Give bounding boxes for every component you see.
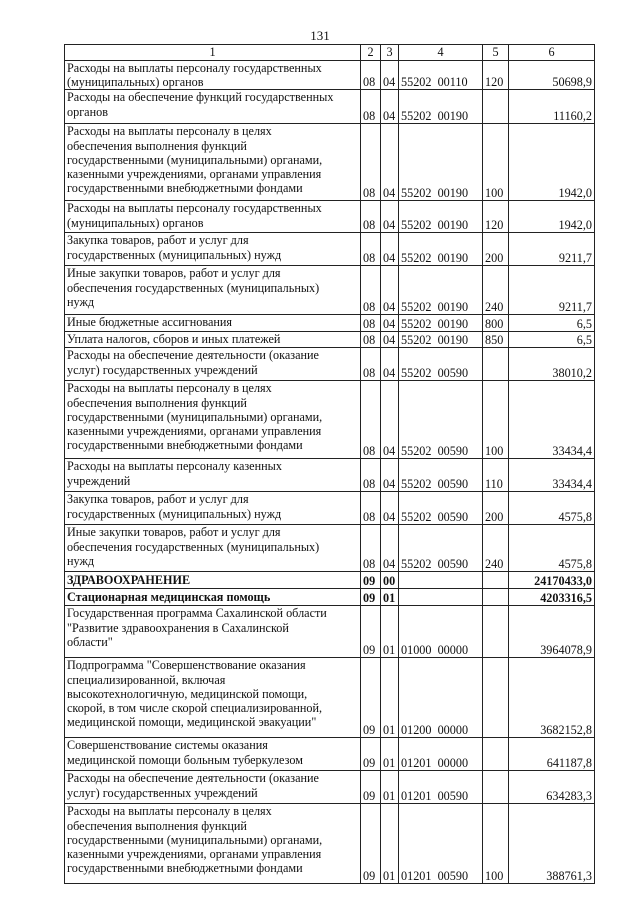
target-article-cell: 55202 00190	[399, 266, 483, 315]
target-article-cell: 55202 00190	[399, 315, 483, 332]
expense-type-cell	[483, 606, 509, 658]
target-article-cell: 01000 00000	[399, 606, 483, 658]
subsection-code-cell: 04	[381, 348, 399, 381]
section-code-cell: 08	[361, 348, 381, 381]
expense-type-cell: 240	[483, 525, 509, 572]
table-row	[65, 589, 595, 606]
expense-type-cell: 100	[483, 381, 509, 459]
section-code-cell: 09	[361, 572, 381, 589]
expense-type-cell: 200	[483, 492, 509, 525]
subsection-code-cell: 04	[381, 381, 399, 459]
column-header: 4	[399, 45, 483, 61]
table-row	[65, 233, 595, 266]
amount-cell: 9211,7	[509, 266, 595, 315]
table-row	[65, 348, 595, 381]
section-code-cell: 09	[361, 589, 381, 606]
amount-cell: 6,5	[509, 315, 595, 332]
section-code-cell: 09	[361, 804, 381, 884]
table-row	[65, 606, 595, 658]
amount-cell: 634283,3	[509, 771, 595, 804]
row-name-cell: Иные закупки товаров, работ и услуг для обеспечения государственных (муниципальных) нужд	[65, 266, 361, 315]
target-article-cell: 55202 00190	[399, 90, 483, 124]
target-article-cell: 55202 00590	[399, 348, 483, 381]
table-row	[65, 90, 595, 124]
section-code-cell: 08	[361, 459, 381, 492]
row-name-cell: Расходы на выплаты персоналу в целях обеспечения выполнения функций государственными (муниципальными) органами, казенными учреждениями, органами управления государственными внебюджетными фондами	[65, 381, 361, 459]
section-code-cell: 09	[361, 606, 381, 658]
subsection-code-cell: 04	[381, 201, 399, 233]
subsection-code-cell: 04	[381, 90, 399, 124]
section-code-cell: 08	[361, 492, 381, 525]
section-code-cell: 08	[361, 266, 381, 315]
amount-cell: 3964078,9	[509, 606, 595, 658]
section-code-cell: 08	[361, 90, 381, 124]
amount-cell: 4575,8	[509, 492, 595, 525]
amount-cell: 6,5	[509, 332, 595, 348]
target-article-cell: 55202 00590	[399, 525, 483, 572]
amount-cell: 1942,0	[509, 201, 595, 233]
target-article-cell	[399, 572, 483, 589]
row-name-cell: Стационарная медицинская помощь	[65, 589, 361, 606]
subsection-code-cell: 04	[381, 124, 399, 201]
row-name-cell: Расходы на обеспечение деятельности (оказание услуг) государственных учреждений	[65, 771, 361, 804]
subsection-code-cell: 04	[381, 525, 399, 572]
subsection-code-cell: 04	[381, 266, 399, 315]
section-code-cell: 09	[361, 738, 381, 771]
row-name-cell: Расходы на обеспечение функций государственных органов	[65, 90, 361, 124]
amount-cell: 9211,7	[509, 233, 595, 266]
table-row	[65, 738, 595, 771]
expense-type-cell	[483, 90, 509, 124]
amount-cell: 641187,8	[509, 738, 595, 771]
table-row	[65, 332, 595, 348]
subsection-code-cell: 00	[381, 572, 399, 589]
table-body	[65, 61, 595, 884]
column-header: 5	[483, 45, 509, 61]
column-header: 1	[65, 45, 361, 61]
subsection-code-cell: 04	[381, 233, 399, 266]
table-row	[65, 804, 595, 884]
table-row	[65, 315, 595, 332]
column-header: 2	[361, 45, 381, 61]
section-code-cell: 09	[361, 658, 381, 738]
subsection-code-cell: 04	[381, 492, 399, 525]
table-row	[65, 572, 595, 589]
expense-type-cell	[483, 572, 509, 589]
amount-cell: 50698,9	[509, 61, 595, 90]
row-name-cell: Закупка товаров, работ и услуг для государственных (муниципальных) нужд	[65, 233, 361, 266]
table-row	[65, 381, 595, 459]
target-article-cell: 01200 00000	[399, 658, 483, 738]
amount-cell: 24170433,0	[509, 572, 595, 589]
target-article-cell: 55202 00110	[399, 61, 483, 90]
subsection-code-cell: 01	[381, 804, 399, 884]
expense-type-cell: 200	[483, 233, 509, 266]
expense-type-cell: 100	[483, 804, 509, 884]
target-article-cell: 55202 00590	[399, 492, 483, 525]
subsection-code-cell: 01	[381, 738, 399, 771]
amount-cell: 4575,8	[509, 525, 595, 572]
subsection-code-cell: 01	[381, 606, 399, 658]
section-code-cell: 08	[361, 332, 381, 348]
row-name-cell: Уплата налогов, сборов и иных платежей	[65, 332, 361, 348]
expense-type-cell	[483, 658, 509, 738]
expense-type-cell: 110	[483, 459, 509, 492]
subsection-code-cell: 04	[381, 315, 399, 332]
page-number: 131	[310, 28, 330, 43]
table-row	[65, 201, 595, 233]
target-article-cell: 01201 00000	[399, 738, 483, 771]
expense-type-cell: 100	[483, 124, 509, 201]
row-name-cell: Иные закупки товаров, работ и услуг для обеспечения государственных (муниципальных) нужд	[65, 525, 361, 572]
amount-cell: 3682152,8	[509, 658, 595, 738]
row-name-cell: Расходы на выплаты персоналу казенных учреждений	[65, 459, 361, 492]
expense-type-cell	[483, 771, 509, 804]
row-name-cell: Иные бюджетные ассигнования	[65, 315, 361, 332]
target-article-cell: 55202 00590	[399, 381, 483, 459]
table-row	[65, 266, 595, 315]
expense-type-cell	[483, 738, 509, 771]
expense-type-cell: 800	[483, 315, 509, 332]
section-code-cell: 08	[361, 201, 381, 233]
amount-cell: 4203316,5	[509, 589, 595, 606]
row-name-cell: Расходы на выплаты персоналу государственных (муниципальных) органов	[65, 201, 361, 233]
expense-type-cell: 120	[483, 201, 509, 233]
subsection-code-cell: 01	[381, 589, 399, 606]
expense-type-cell	[483, 348, 509, 381]
target-article-cell: 55202 00190	[399, 233, 483, 266]
section-code-cell: 08	[361, 315, 381, 332]
section-code-cell: 08	[361, 381, 381, 459]
section-code-cell: 08	[361, 233, 381, 266]
target-article-cell: 01201 00590	[399, 771, 483, 804]
table-header	[65, 45, 595, 61]
subsection-code-cell: 01	[381, 771, 399, 804]
expense-type-cell	[483, 589, 509, 606]
subsection-code-cell: 04	[381, 332, 399, 348]
budget-table	[64, 44, 595, 884]
column-header: 6	[509, 45, 595, 61]
row-name-cell: Расходы на выплаты персоналу государственных (муниципальных) органов	[65, 61, 361, 90]
subsection-code-cell: 04	[381, 459, 399, 492]
section-code-cell: 08	[361, 61, 381, 90]
row-name-cell: Закупка товаров, работ и услуг для государственных (муниципальных) нужд	[65, 492, 361, 525]
section-code-cell: 08	[361, 525, 381, 572]
amount-cell: 1942,0	[509, 124, 595, 201]
amount-cell: 11160,2	[509, 90, 595, 124]
row-name-cell: Расходы на выплаты персоналу в целях обеспечения выполнения функций государственными (муниципальными) органами, казенными учреждениями, органами управления государственными внебюджетными фондами	[65, 804, 361, 884]
table-row	[65, 492, 595, 525]
amount-cell: 33434,4	[509, 459, 595, 492]
target-article-cell: 55202 00190	[399, 124, 483, 201]
row-name-cell: Расходы на выплаты персоналу в целях обеспечения выполнения функций государственными (муниципальными) органами, казенными учреждениями, органами управления государственными внебюджетными фондами	[65, 124, 361, 201]
expense-type-cell: 850	[483, 332, 509, 348]
subsection-code-cell: 04	[381, 61, 399, 90]
target-article-cell: 55202 00590	[399, 459, 483, 492]
table-row	[65, 61, 595, 90]
row-name-cell: ЗДРАВООХРАНЕНИЕ	[65, 572, 361, 589]
expense-type-cell: 240	[483, 266, 509, 315]
row-name-cell: Подпрограмма "Совершенствование оказания специализированной, включая высокотехнологичную, медицинской помощи, скорой, в том числе скорой специализированной, медицинской помощи, медицинской эвакуации"	[65, 658, 361, 738]
row-name-cell: Государственная программа Сахалинской области "Развитие здравоохранения в Сахалинской области"	[65, 606, 361, 658]
table-row	[65, 658, 595, 738]
table-row	[65, 124, 595, 201]
section-code-cell: 08	[361, 124, 381, 201]
table-row	[65, 525, 595, 572]
table-row	[65, 771, 595, 804]
expense-type-cell: 120	[483, 61, 509, 90]
amount-cell: 38010,2	[509, 348, 595, 381]
section-code-cell: 09	[361, 771, 381, 804]
header-row	[65, 45, 595, 61]
table-row	[65, 459, 595, 492]
target-article-cell: 55202 00190	[399, 332, 483, 348]
amount-cell: 388761,3	[509, 804, 595, 884]
column-header: 3	[381, 45, 399, 61]
target-article-cell: 01201 00590	[399, 804, 483, 884]
row-name-cell: Расходы на обеспечение деятельности (оказание услуг) государственных учреждений	[65, 348, 361, 381]
target-article-cell: 55202 00190	[399, 201, 483, 233]
target-article-cell	[399, 589, 483, 606]
row-name-cell: Совершенствование системы оказания медицинской помощи больным туберкулезом	[65, 738, 361, 771]
amount-cell: 33434,4	[509, 381, 595, 459]
subsection-code-cell: 01	[381, 658, 399, 738]
